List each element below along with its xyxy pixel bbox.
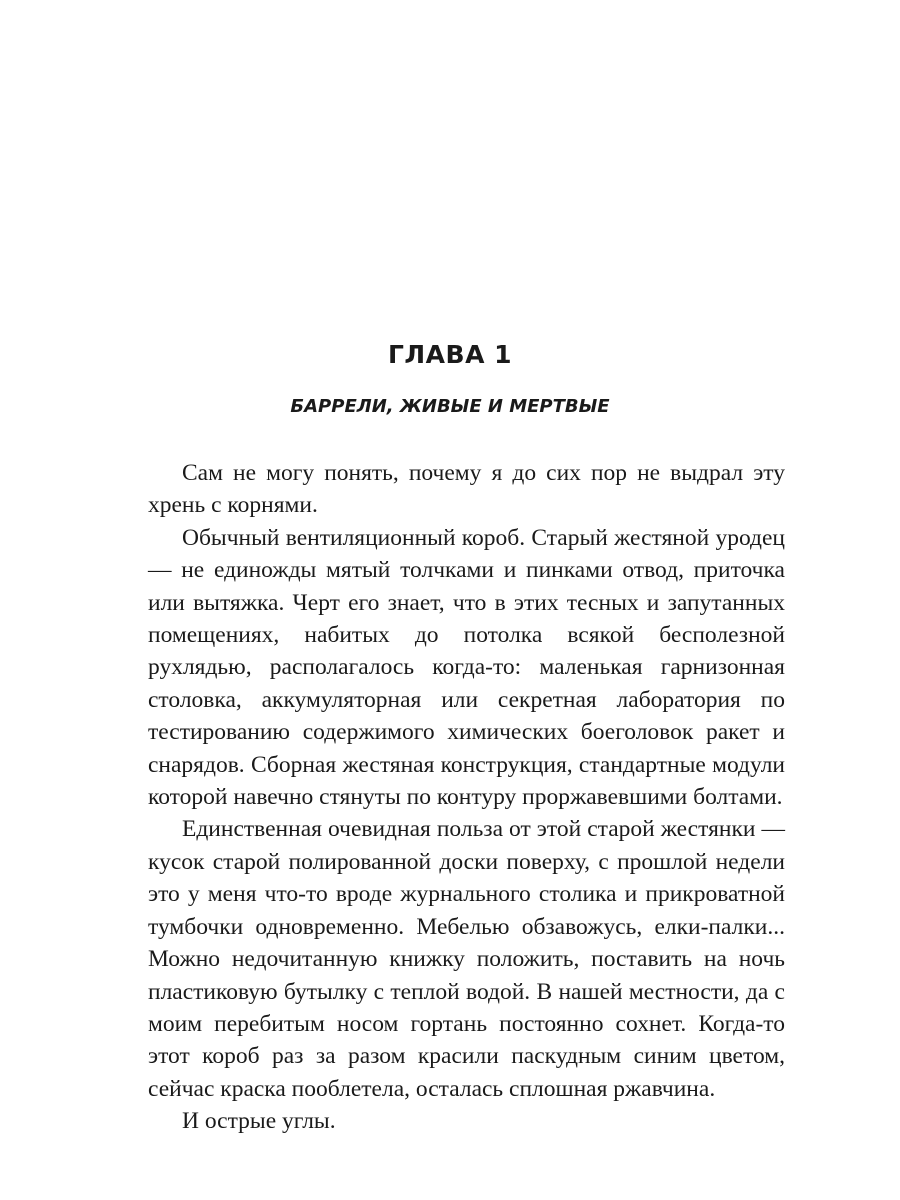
chapter-number: ГЛАВА 1 xyxy=(387,340,513,369)
paragraph: Сам не могу понять, почему я до сих пор не выдрал эту хрень с корнями. xyxy=(148,460,785,519)
paragraph: Обычный вентиляционный короб. Старый жестяной уродец — не единожды мятый толчками и пинками отвод, приточка или вытяжка. Черт его знает, что в этих тесных и запутанных помещениях, набитых до потолка всякой бесполезной рухлядью, располагалось когда-то: маленькая гарнизонная столовка, аккумуляторная или секретная лаборатория по тестированию содержимого химических боеголовок ракет и снарядов. Сборная жестяная конструкция, стандартные модули которой навечно стянуты по контуру проржавевшими болтами. xyxy=(148,524,785,811)
chapter-body xyxy=(148,457,785,1138)
paragraph: Единственная очевидная польза от этой старой жестянки — кусок старой полированной доски поверху, с прошлой недели это у меня что-то вроде журнального столика и прикроватной тумбочки одновременно. Мебелью обзавожусь, елки-палки... Можно недочитанную книжку положить, поставить на ночь пластиковую бутылку с теплой водой. В нашей местности, да с моим перебитым носом гортань постоянно сохнет. Когда-то этот короб раз за разом красили паскудным синим цветом, сейчас краска пооблетела, осталась сплошная ржавчина. xyxy=(148,816,785,1102)
paragraph: И острые углы. xyxy=(182,1108,336,1135)
chapter-title: БАРРЕЛИ, ЖИВЫЕ И МЕРТВЫЕ xyxy=(290,396,610,417)
